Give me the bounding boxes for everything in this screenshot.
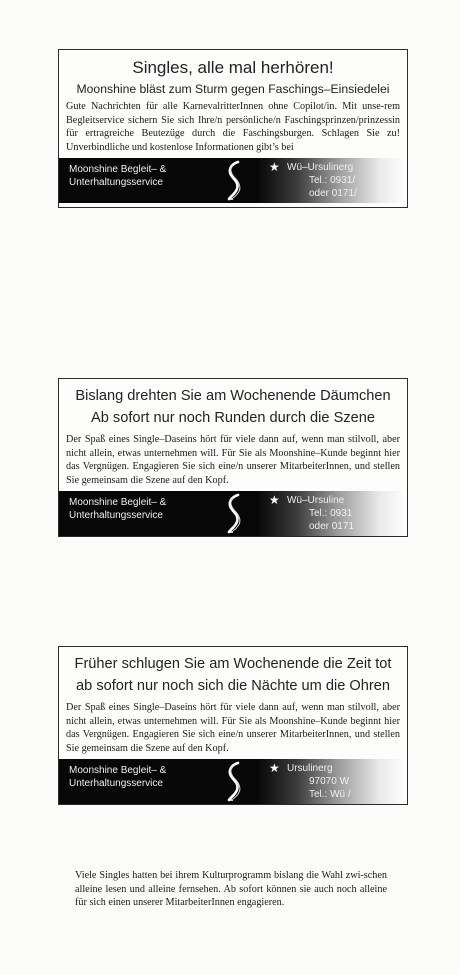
ad-body-text: Gute Nachrichten für alle KarnevalritterInnen ohne Copilot/in. Mit unse-rem Begleitservice sichern Sie sich Ihre/n persönliche/n Faschingsprinzen/prinzessin für ertragreiche Beutezüge durch die Faschingsburgen. Schlagen Sie zu! Unverbindliche und kostenlose Informationen gibt’s bei (66, 101, 400, 154)
star-icon: ★ (269, 761, 280, 775)
address-line-1: Ursulinerg (287, 763, 333, 774)
address-line-3: oder 0171/ (309, 188, 357, 199)
contact-address (287, 161, 357, 200)
ad-headline: Bislang drehten Sie am Wochenende Däumchen (75, 388, 391, 404)
company-name (69, 163, 166, 189)
address-line-1: Wü–Ursulinerg (287, 162, 354, 173)
company-line-1: Moonshine Begleit– & (69, 497, 167, 508)
moonshine-logo (222, 761, 248, 802)
company-line-2: Unterhaltungsservice (69, 510, 163, 521)
company-name (69, 496, 166, 522)
company-name (69, 764, 166, 790)
footer-paragraph: Viele Singles hatten bei ihrem Kulturprogramm bislang die Wahl zwi-schen alleine lesen und alleine fernsehen. Ab sofort können sie auch noch alleine für sich einen unserer MitarbeiterInnen engagieren. (75, 870, 387, 909)
ad-subheadline: Moonshine bläst zum Sturm gegen Faschings–Einsiedelei (76, 82, 390, 96)
ad-body-text: Der Spaß eines Single–Daseins hört für viele dann auf, wenn man stilvoll, aber nicht allein, etwas unternehmen will. Für Sie als Moonshine–Kunde beginnt hier das Vergnügen. Engagieren Sie sich eine/n unserer MitarbeiterInnen, und stellen Sie gemeinsam die Szene auf den Kopf. (66, 702, 400, 755)
address-line-3: oder 0171 (309, 521, 355, 532)
address-line-2: Tel.: 0931/ (309, 175, 356, 186)
ad-body-text: Der Spaß eines Single–Daseins hört für viele dann auf, wenn man stilvoll, aber nicht allein, etwas unternehmen will. Für Sie als Moonshine–Kunde beginnt hier das Vergnügen. Engagieren Sie sich eine/n unserer MitarbeiterInnen, und stellen Sie gemeinsam die Szene auf den Kopf. (66, 434, 400, 487)
ad-subheadline: ab sofort nur noch sich die Nächte um die Ohren (76, 678, 390, 694)
address-line-3: Tel.: Wü / (309, 789, 351, 800)
company-line-2: Unterhaltungsservice (69, 778, 163, 789)
company-line-1: Moonshine Begleit– & (69, 765, 167, 776)
contact-address (287, 762, 351, 801)
ad-subheadline: Ab sofort nur noch Runden durch die Szene (91, 410, 375, 426)
ad-headline: Früher schlugen Sie am Wochenende die Zeit tot (74, 656, 392, 672)
address-line-2: 97070 W (309, 776, 350, 787)
contact-address (287, 494, 354, 533)
address-line-1: Wü–Ursuline (287, 495, 345, 506)
star-icon: ★ (269, 493, 280, 507)
company-line-1: Moonshine Begleit– & (69, 164, 167, 175)
advertisement-1 (58, 49, 408, 208)
contact-bar (59, 759, 407, 804)
ad-headline: Singles, alle mal herhören! (132, 58, 334, 77)
advertisement-2 (58, 378, 408, 537)
address-line-2: Tel.: 0931 (309, 508, 353, 519)
star-icon: ★ (269, 160, 280, 174)
contact-bar (59, 158, 407, 203)
moonshine-logo (222, 160, 248, 201)
advertisement-3 (58, 646, 408, 805)
moonshine-logo (222, 493, 248, 534)
contact-bar (59, 491, 407, 536)
company-line-2: Unterhaltungsservice (69, 177, 163, 188)
